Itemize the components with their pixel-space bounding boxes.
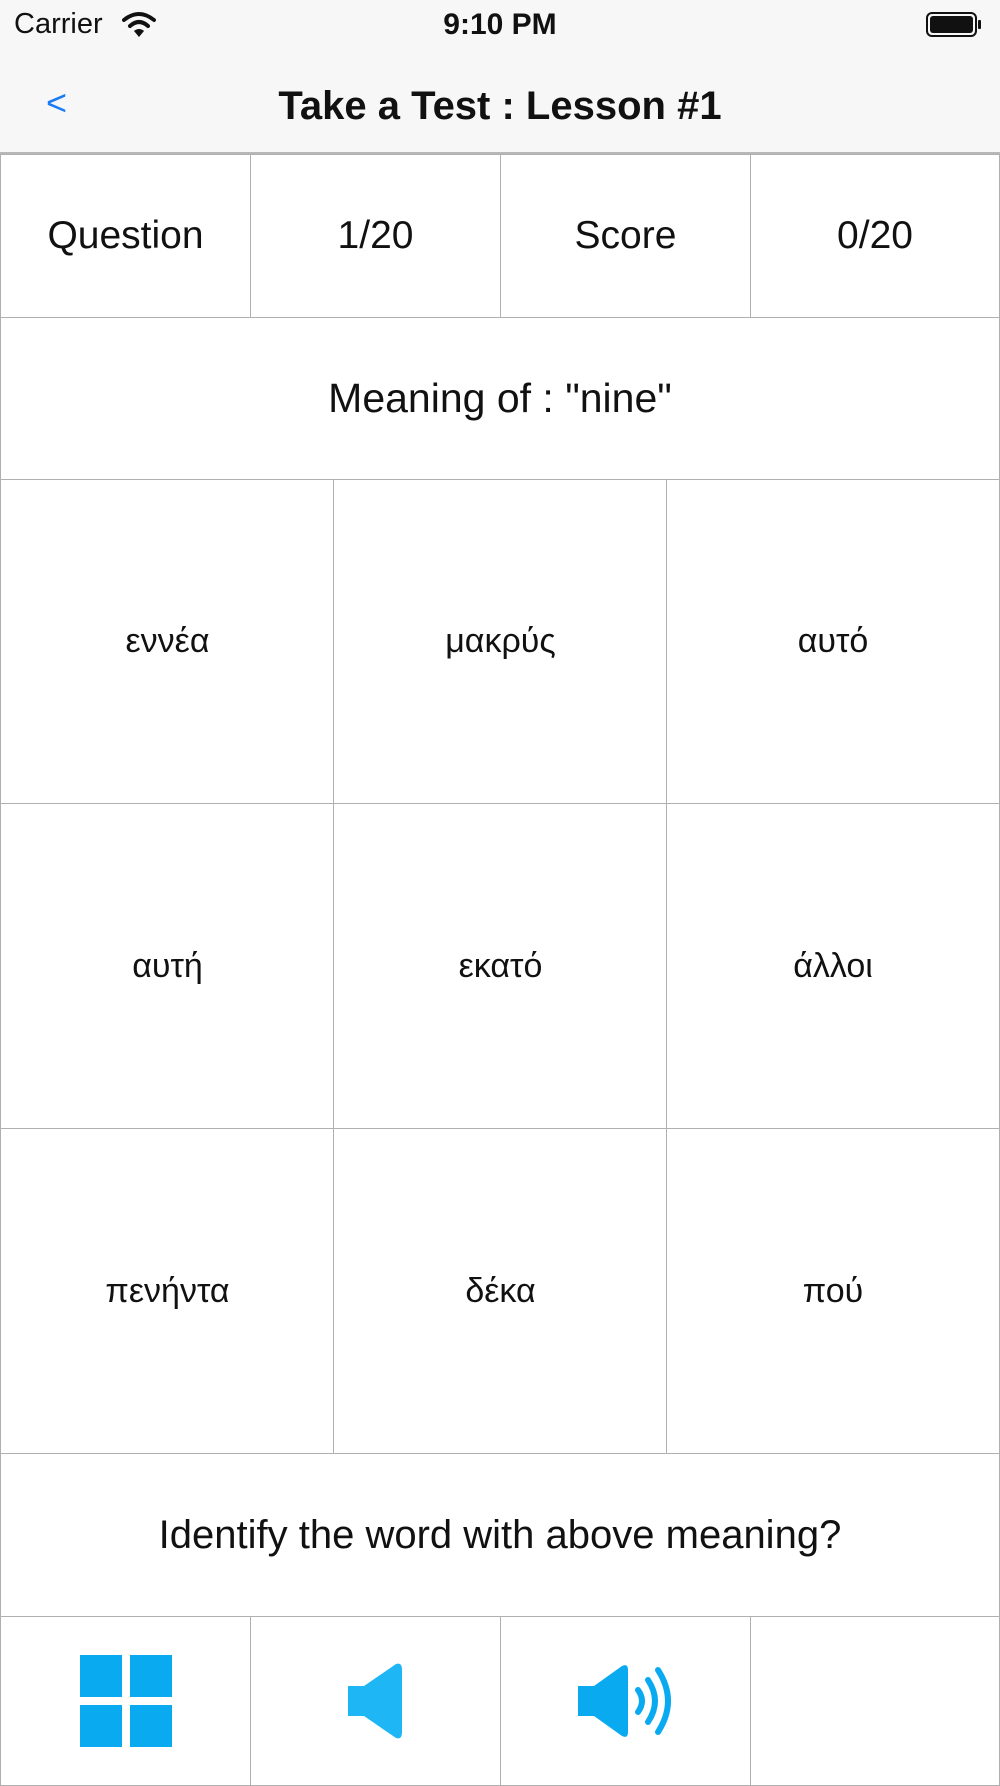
navigation-bar [0, 56, 1000, 152]
back-button[interactable]: < [46, 82, 68, 123]
score-label: Score [500, 154, 751, 318]
answer-option[interactable]: πού [666, 1128, 1000, 1454]
page-title: Take a Test : Lesson #1 [278, 84, 722, 128]
status-time: 9:10 PM [443, 8, 557, 41]
answer-option[interactable]: μακρύς [333, 479, 668, 804]
answer-option[interactable]: πενήντα [0, 1128, 335, 1454]
instruction-text: Identify the word with above meaning? [0, 1453, 1000, 1617]
score-value: 0/20 [750, 154, 1000, 318]
answer-option[interactable]: δέκα [333, 1128, 668, 1454]
answer-option[interactable]: αυτό [666, 479, 1000, 804]
question-label: Question [0, 154, 251, 318]
speaker-loud-icon [578, 1662, 674, 1740]
grid-icon [80, 1655, 172, 1747]
toolbar-empty-cell [750, 1616, 1000, 1786]
play-sound-button[interactable] [250, 1616, 501, 1786]
answer-option[interactable]: άλλοι [666, 803, 1000, 1129]
status-bar [0, 0, 1000, 52]
menu-button[interactable] [0, 1616, 251, 1786]
speaker-icon [348, 1662, 404, 1740]
answer-option[interactable]: εννέα [0, 479, 335, 804]
question-counter: 1/20 [250, 154, 501, 318]
top-bar [0, 0, 1000, 154]
answer-option[interactable]: αυτή [0, 803, 335, 1129]
answer-option[interactable]: εκατό [333, 803, 668, 1129]
battery-icon [926, 12, 982, 37]
play-sound-loud-button[interactable] [500, 1616, 751, 1786]
carrier-label: Carrier [14, 8, 103, 40]
meaning-label: Meaning of : "nine" [0, 317, 1000, 480]
